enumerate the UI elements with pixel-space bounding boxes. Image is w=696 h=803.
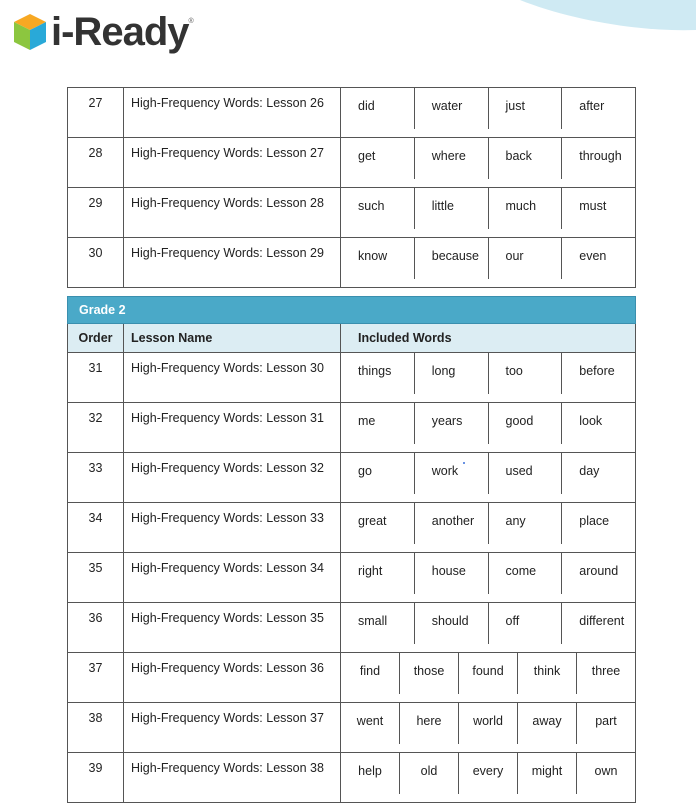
- lesson-name-cell: High-Frequency Words: Lesson 31: [124, 403, 341, 453]
- included-words-cell: [341, 603, 636, 653]
- word-item: away: [517, 703, 576, 744]
- word-list: [341, 753, 635, 794]
- word-item: come: [488, 553, 562, 594]
- word-list: [341, 188, 635, 229]
- word-list: [341, 703, 635, 744]
- word-item: world: [458, 703, 517, 744]
- order-cell: 32: [68, 403, 124, 453]
- word-item: part: [576, 703, 635, 744]
- table-row: [68, 753, 636, 803]
- word-item: years: [414, 403, 488, 444]
- word-item: every: [458, 753, 517, 794]
- lesson-name-cell: High-Frequency Words: Lesson 26: [124, 88, 341, 138]
- lesson-name-cell: High-Frequency Words: Lesson 33: [124, 503, 341, 553]
- order-cell: 29: [68, 188, 124, 238]
- registered-mark: ®: [188, 18, 194, 25]
- table-row: [68, 653, 636, 703]
- table-row: [68, 353, 636, 403]
- table-row: [68, 603, 636, 653]
- grade-2-lessons-table: [67, 296, 636, 803]
- word-item: went: [356, 714, 384, 728]
- included-words-cell: [341, 453, 636, 503]
- included-words-cell: [341, 703, 636, 753]
- word-item: three: [576, 653, 635, 694]
- lesson-name-cell: High-Frequency Words: Lesson 37: [124, 703, 341, 753]
- word-item: small: [358, 614, 388, 628]
- order-cell: 31: [68, 353, 124, 403]
- word-list: [341, 353, 635, 394]
- word-item: look: [561, 403, 635, 444]
- word-item: too: [488, 353, 562, 394]
- included-words-cell: [341, 88, 636, 138]
- word-list: [341, 503, 635, 544]
- word-item: different: [561, 603, 635, 644]
- order-cell: 38: [68, 703, 124, 753]
- order-cell: 33: [68, 453, 124, 503]
- word-item: place: [561, 503, 635, 544]
- table-row: [68, 403, 636, 453]
- word-item: through: [561, 138, 635, 179]
- word-item: day: [561, 453, 635, 494]
- word-item: help: [358, 764, 382, 778]
- word-item: little: [414, 188, 488, 229]
- stray-mark: [463, 462, 465, 464]
- word-item: might: [517, 753, 576, 794]
- table-row: [68, 503, 636, 553]
- order-cell: 39: [68, 753, 124, 803]
- word-item: another: [414, 503, 488, 544]
- word-item: good: [488, 403, 562, 444]
- word-item: own: [576, 753, 635, 794]
- word-item: long: [414, 353, 488, 394]
- word-item: water: [414, 88, 488, 129]
- table-row: [68, 88, 636, 138]
- word-item: old: [399, 753, 458, 794]
- word-item: did: [358, 99, 375, 113]
- word-item: before: [561, 353, 635, 394]
- order-cell: 28: [68, 138, 124, 188]
- word-item: must: [561, 188, 635, 229]
- included-words-cell: [341, 403, 636, 453]
- cube-logo-icon: [12, 12, 48, 52]
- grade-title-row: [68, 297, 636, 324]
- lesson-name-cell: High-Frequency Words: Lesson 28: [124, 188, 341, 238]
- table-row: [68, 138, 636, 188]
- lesson-name-cell: High-Frequency Words: Lesson 29: [124, 238, 341, 288]
- word-item: used: [488, 453, 562, 494]
- word-item: house: [414, 553, 488, 594]
- word-item: those: [399, 653, 458, 694]
- table-row: [68, 703, 636, 753]
- word-item: such: [358, 199, 385, 213]
- included-words-cell: [341, 503, 636, 553]
- word-item: right: [358, 564, 383, 578]
- included-words-cell: [341, 238, 636, 288]
- word-list: [341, 653, 635, 694]
- grade-title: Grade 2: [68, 297, 636, 324]
- order-cell: 34: [68, 503, 124, 553]
- word-list: [341, 88, 635, 129]
- word-item: found: [458, 653, 517, 694]
- word-item: back: [488, 138, 562, 179]
- lesson-name-cell: High-Frequency Words: Lesson 30: [124, 353, 341, 403]
- word-item: even: [561, 238, 635, 279]
- word-item: off: [488, 603, 562, 644]
- word-item: think: [517, 653, 576, 694]
- word-item: much: [488, 188, 562, 229]
- word-item: work: [414, 453, 488, 494]
- lesson-name-cell: High-Frequency Words: Lesson 27: [124, 138, 341, 188]
- lesson-name-cell: High-Frequency Words: Lesson 32: [124, 453, 341, 503]
- included-words-cell: [341, 138, 636, 188]
- word-item: here: [399, 703, 458, 744]
- i-ready-logo: [12, 8, 194, 56]
- table-row: [68, 238, 636, 288]
- order-cell: 27: [68, 88, 124, 138]
- word-item: any: [488, 503, 562, 544]
- word-list: [341, 453, 635, 494]
- order-cell: 30: [68, 238, 124, 288]
- table-row: [68, 453, 636, 503]
- word-item: things: [358, 364, 392, 378]
- order-cell: 37: [68, 653, 124, 703]
- word-item: go: [358, 464, 372, 478]
- order-column-header: Order: [68, 324, 124, 353]
- lesson-name-cell: High-Frequency Words: Lesson 35: [124, 603, 341, 653]
- word-list: [341, 238, 635, 279]
- column-header-row: [68, 324, 636, 353]
- lesson-name-column-header: Lesson Name: [124, 324, 341, 353]
- word-item: around: [561, 553, 635, 594]
- word-list: [341, 403, 635, 444]
- word-item: know: [358, 249, 388, 263]
- word-item: where: [414, 138, 488, 179]
- included-words-cell: [341, 188, 636, 238]
- lesson-name-cell: High-Frequency Words: Lesson 36: [124, 653, 341, 703]
- included-words-cell: [341, 353, 636, 403]
- word-item: find: [359, 664, 381, 678]
- order-cell: 35: [68, 553, 124, 603]
- brand-name: i-Ready: [51, 10, 189, 54]
- word-item: our: [488, 238, 562, 279]
- order-cell: 36: [68, 603, 124, 653]
- word-item: after: [561, 88, 635, 129]
- table-row: [68, 553, 636, 603]
- included-words-column-header: Included Words: [341, 324, 636, 353]
- word-list: [341, 138, 635, 179]
- lesson-name-cell: High-Frequency Words: Lesson 38: [124, 753, 341, 803]
- included-words-cell: [341, 553, 636, 603]
- word-item: great: [358, 514, 387, 528]
- word-item: because: [414, 238, 488, 279]
- lesson-name-cell: High-Frequency Words: Lesson 34: [124, 553, 341, 603]
- word-list: [341, 553, 635, 594]
- lessons-table-continued: [67, 87, 636, 288]
- included-words-cell: [341, 753, 636, 803]
- word-item: get: [358, 149, 376, 163]
- included-words-cell: [341, 653, 636, 703]
- word-list: [341, 603, 635, 644]
- word-item: me: [358, 414, 376, 428]
- word-item: just: [488, 88, 562, 129]
- word-item: should: [414, 603, 488, 644]
- table-row: [68, 188, 636, 238]
